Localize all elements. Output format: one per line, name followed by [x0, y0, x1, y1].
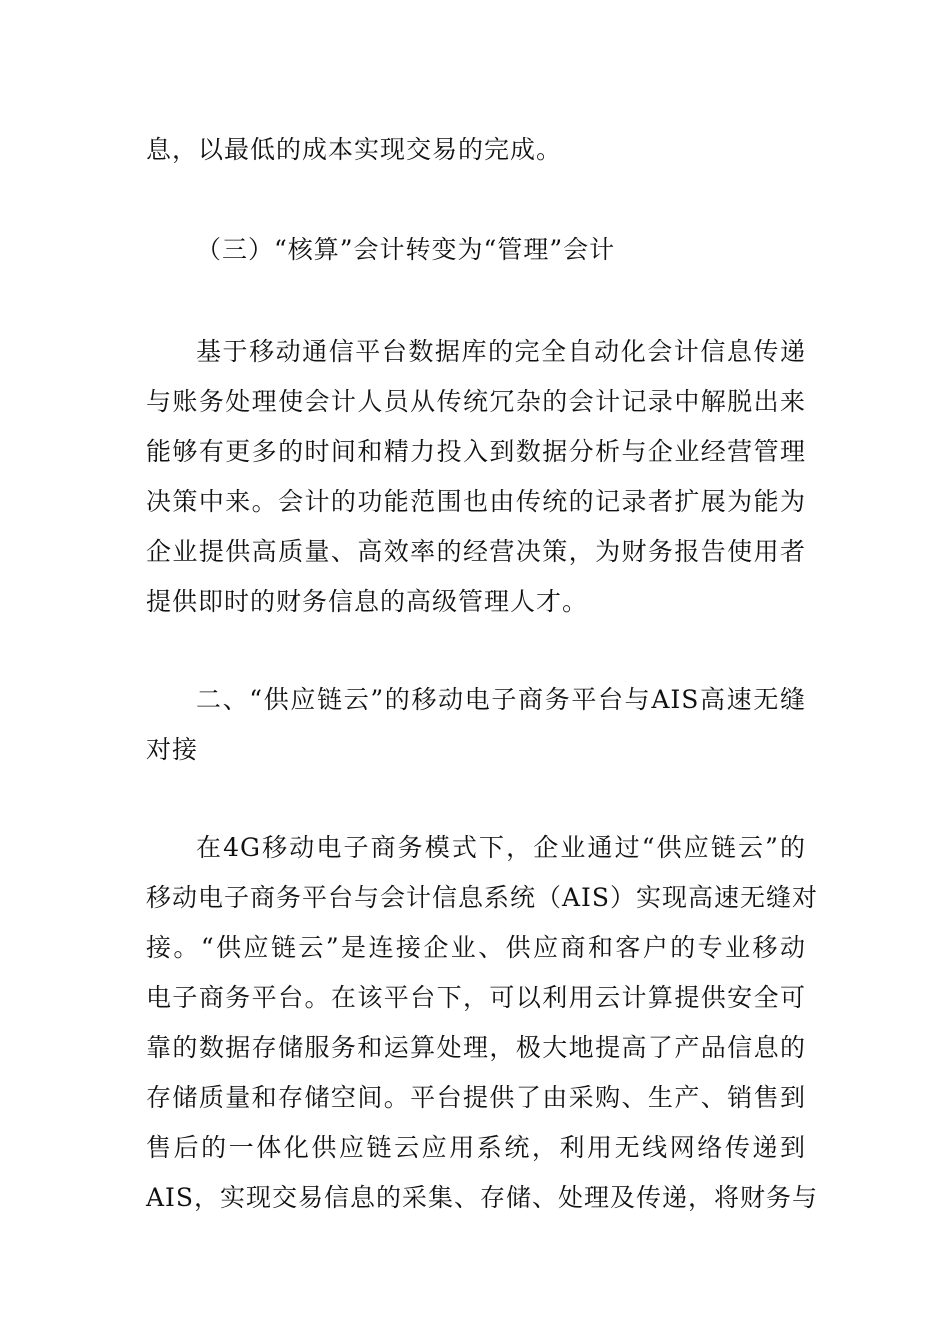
paragraph-1-line-5: 企业提供高质量、高效率的经营决策，为财务报告使用者 [146, 537, 806, 566]
paragraph-2-line-6: 存储质量和存储空间。平台提供了由采购、生产、销售到 [146, 1083, 806, 1112]
section-heading-3: （三）“核算”会计转变为“管理”会计 [196, 235, 616, 264]
paragraph-2-line-1: 在4G移动电子商务模式下，企业通过“供应链云”的 [196, 833, 806, 862]
section-heading-2-line-2: 对接 [146, 735, 199, 764]
section-heading-2-line-1: 二、“供应链云”的移动电子商务平台与AIS高速无缝 [196, 685, 806, 714]
paragraph-1-line-2: 与账务处理使会计人员从传统冗杂的会计记录中解脱出来 [146, 387, 806, 416]
paragraph-2-line-4: 电子商务平台。在该平台下，可以利用云计算提供安全可 [146, 983, 806, 1012]
paragraph-end-line: 息，以最低的成本实现交易的完成。 [146, 135, 563, 164]
paragraph-2-line-8: AIS，实现交易信息的采集、存储、处理及传递，将财务与 [146, 1183, 819, 1212]
paragraph-2-line-3: 接。“供应链云”是连接企业、供应商和客户的专业移动 [146, 933, 806, 962]
paragraph-2-line-5: 靠的数据存储服务和运算处理，极大地提高了产品信息的 [146, 1033, 806, 1062]
paragraph-2-line-7: 售后的一体化供应链云应用系统，利用无线网络传递到 [146, 1133, 806, 1162]
paragraph-1-line-6: 提供即时的财务信息的高级管理人才。 [146, 587, 589, 616]
paragraph-1-line-1: 基于移动通信平台数据库的完全自动化会计信息传递 [196, 337, 806, 366]
paragraph-2-line-2: 移动电子商务平台与会计信息系统（AIS）实现高速无缝对 [146, 883, 819, 912]
paragraph-1-line-4: 决策中来。会计的功能范围也由传统的记录者扩展为能为 [146, 487, 806, 516]
paragraph-1-line-3: 能够有更多的时间和精力投入到数据分析与企业经营管理 [146, 437, 806, 466]
